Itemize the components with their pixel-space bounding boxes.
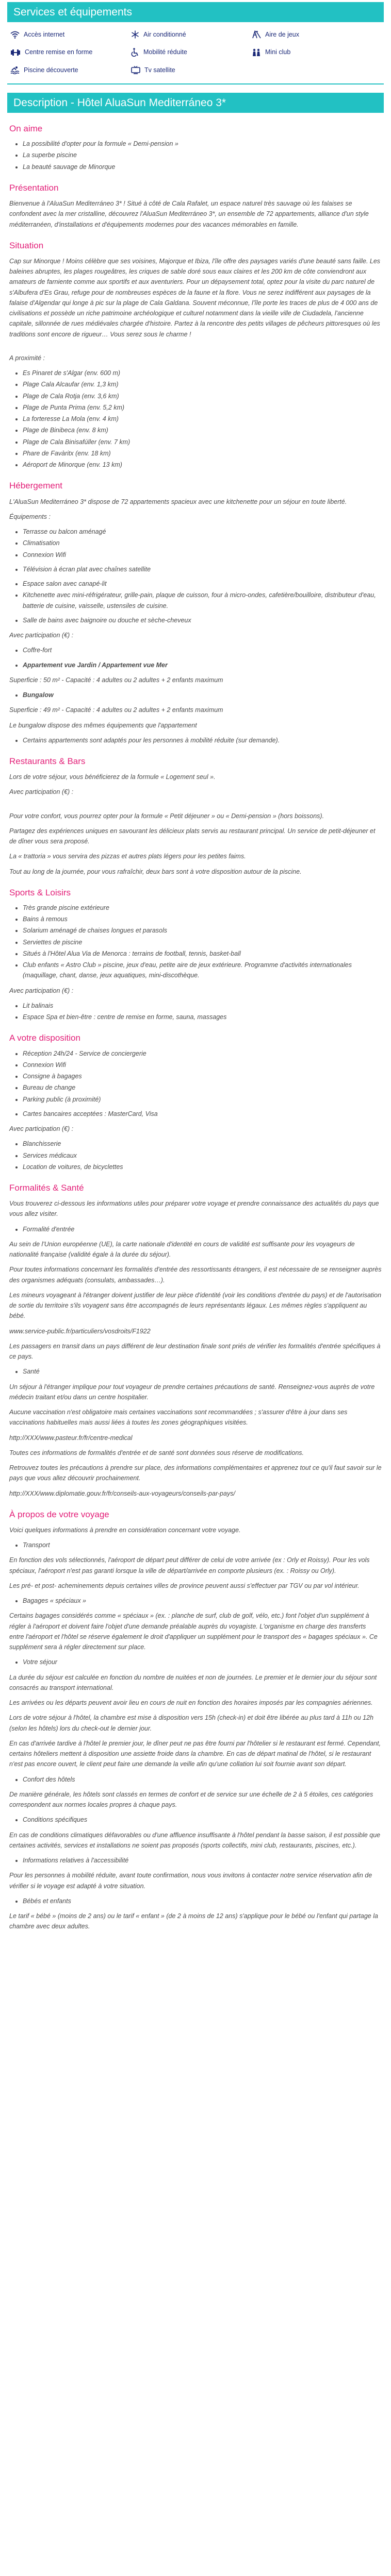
subheading: • Conditions spécifiques: [23, 1815, 382, 1825]
equipments-list: [23, 579, 382, 611]
option-list: [23, 1001, 382, 1023]
list-item: • Phare de Favàritx (env. 18 km): [23, 448, 382, 459]
room-type-desc: Le bungalow dispose des mêmes équipements que l'appartement: [9, 721, 197, 729]
formalites-text: Un séjour à l'étranger implique pour tout voyageur de prendre certaines précautions de santé. Renseignez-vous auprès de votre médecin traitant et/ou dans un centre hospitalier.: [9, 1383, 375, 1401]
list-item: • Climatisation: [23, 538, 382, 548]
subheading: • Santé: [23, 1366, 382, 1377]
apropos-text: La durée du séjour est calculée en fonction du nombre de nuitées et non de journées. Le premier et le dernier jour du séjour sont consacrés au transport international.: [9, 1673, 377, 1691]
subheading: • Bébés et enfants: [23, 1896, 382, 1906]
sports-heading: Sports & Loisirs: [9, 887, 71, 897]
list-item: • Services médicaux: [23, 1150, 382, 1161]
disposition-heading: A votre disposition: [9, 1033, 80, 1043]
subheading: • Informations relatives à l'accessibilité: [23, 1855, 382, 1866]
services-section-title: Services et équipements: [7, 2, 384, 22]
formalites-link[interactable]: www.service-public.fr/particuliers/vosdroits/F1922: [9, 1327, 151, 1335]
list-item: • Espace Spa et bien-être : centre de remise en forme, sauna, massages: [23, 1012, 382, 1022]
situation-text: Cap sur Minorque ! Moins célèbre que ses voisines, Majorque et Ibiza, l'île offre des paysages variés d'une beauté sans faille. Les baleines abruptes, les plages rougeâtres, les criques de sable doré sous eaux claires et les 200 km de côte conviendront aux amateurs de farniente comme aux sportifs et aux aventuriers. Pour un dépaysement total, optez pour la visite du parc naturel de s'Albufera d'Es Grau, refuge pour de nombreuses espèces de la faune et la flore. Vous ne serez indifférent aux paysages de la falaise d'Algendar qui longe à pic sur la plage de Cala Galdana. Souvent méconnue, l'île porte les traces de plus de 4 000 ans de civilisations et possède un riche patrimoine archéologique et culturel notamment dans la vieille ville de Ciudadela, l'ancienne capitale, sillonnée de rues médiévales chargée d'histoire. Partez à la rencontre des petits villages de pêcheurs pittoresques où les traditions sont encore de rigueur… Vous serez sous le charme !: [9, 257, 381, 338]
formalites-text: Les passagers en transit dans un pays différent de leur destination finale sont priés de vérifier les formalités d'entrée spécifiques à ce pays.: [9, 1342, 381, 1361]
feature-playground: [252, 29, 372, 40]
option-label: Avec participation (€) :: [9, 632, 74, 639]
subheading-list: [23, 1896, 382, 1906]
formalites-text: Au sein de l'Union européenne (UE), la carte nationale d'identité en cours de validité est suffisante pour les voyageurs de nationalité française (validité égale à la durée du séjour).: [9, 1240, 355, 1259]
list-item: • La beauté sauvage de Minorque: [23, 162, 382, 172]
feature-label: Mobilité réduite: [143, 48, 187, 56]
section-divider: [7, 83, 384, 84]
list-item: • Télévision à écran plat avec chaînes satellite: [23, 564, 382, 574]
apropos-text: Lors de votre séjour à l'hôtel, la chambre est mise à disposition vers 15h (check-in) et doit être libérée au plus tard à 11h ou 12h (selon les hôtels) lors du check-out le dernier jour.: [9, 1714, 374, 1732]
list-item: • Situés à l'Hôtel Alua Via de Menorca : terrains de football, tennis, basket-ball: [23, 948, 382, 959]
feature-mobility: [131, 47, 252, 57]
features-grid: [7, 22, 384, 82]
list-item: • Bains à remous: [23, 914, 382, 924]
feature-pool: [10, 65, 131, 75]
list-item: • Lit balinais: [23, 1001, 382, 1011]
feature-label: Mini club: [265, 48, 291, 56]
playground-icon: [252, 30, 261, 39]
list-item: • Espace salon avec canapé-lit: [23, 579, 382, 589]
apropos-text: De manière générale, les hôtels sont classés en termes de confort et de service sur une échelle de 2 à 5 étoiles, ces catégories correspondent aux normes locales propres à chaque pays.: [9, 1790, 373, 1809]
list-item: • La forteresse La Mola (env. 4 km): [23, 414, 382, 424]
on-aime-list: [23, 139, 382, 172]
feature-aircon: [131, 29, 252, 40]
subheading: • Confort des hôtels: [23, 1774, 382, 1785]
subheading: • Bagages « spéciaux »: [23, 1596, 382, 1606]
formalites-link[interactable]: http://XXX/www.pasteur.fr/fr/centre-medical: [9, 1434, 133, 1442]
feature-label: Air conditionné: [143, 31, 186, 39]
feature-tv: [131, 65, 252, 75]
option-label: Avec participation (€) :: [9, 1125, 74, 1133]
wifi-icon: [10, 30, 20, 39]
feature-label: Aire de jeux: [265, 31, 300, 39]
restaurants-text: Tout au long de la journée, pour vous rafraîchir, deux bars sont à votre disposition autour de la piscine.: [9, 868, 302, 875]
list-item: • Bureau de change: [23, 1082, 382, 1093]
list-item: • Plage Cala Alcaufar (env. 1,3 km): [23, 379, 382, 389]
subheading-list: [23, 1774, 382, 1785]
list-item: • Plage de Binibeca (env. 8 km): [23, 425, 382, 435]
proximity-list: [23, 368, 382, 470]
list-item: • Plage de Punta Prima (env. 5,2 km): [23, 402, 382, 413]
restaurants-text: Pour votre confort, vous pourrez opter pour la formule « Petit déjeuner » ou « Demi-pension » (hors boissons).: [9, 812, 324, 820]
restaurants-text: Lors de votre séjour, vous bénéficierez de la formule « Logement seul ».: [9, 773, 216, 781]
wheelchair-icon: [131, 48, 139, 57]
feature-label: Piscine découverte: [24, 66, 78, 74]
list-item: • La superbe piscine: [23, 150, 382, 160]
list-item: • Réception 24h/24 - Service de conciergerie: [23, 1048, 382, 1059]
tv-icon: [131, 66, 140, 74]
room-type-list: [23, 660, 382, 670]
room-type-info: Superficie : 49 m² - Capacité : 4 adultes ou 2 adultes + 2 enfants maximum: [9, 706, 223, 714]
sports-list: [23, 903, 382, 981]
list-item: • Cartes bancaires acceptées : MasterCard, Visa: [23, 1109, 382, 1119]
kids-icon: [252, 48, 261, 57]
apropos-text: En cas de conditions climatiques défavorables ou d'une affluence insuffisante à l'hôtel pendant la basse saison, il est possible que certaines activités, services et installations ne soient pas proposés (sports collectifs, mini club, restaurants, piscines, etc.).: [9, 1831, 381, 1849]
list-item: • Parking public (à proximité): [23, 1094, 382, 1105]
subheading: • Transport: [23, 1540, 382, 1550]
formalites-text: Toutes ces informations de formalités d'entrée et de santé sont données sous réserve de modifications.: [9, 1449, 304, 1456]
restaurants-text: La « trattoria » vous servira des pizzas et autres plats légers pour les petites faims.: [9, 853, 246, 860]
on-aime-heading: On aime: [9, 124, 43, 134]
hebergement-intro: L'AluaSun Mediterráneo 3* dispose de 72 appartements spacieux avec une kitchenette pour un séjour en toute liberté.: [9, 498, 347, 505]
list-item: • Location de voitures, de bicyclettes: [23, 1162, 382, 1172]
subheading: • Votre séjour: [23, 1657, 382, 1667]
room-type-title: • Bungalow: [23, 690, 382, 700]
feature-miniclub: [252, 47, 372, 57]
list-item: • Consigne à bagages: [23, 1071, 382, 1081]
formalites-text: Aucune vaccination n'est obligatoire mais certaines vaccinations sont recommandées ; s'assurer d'être à jour dans ses vaccinations habituelles mais aussi liées à toutes les zones géographiques visitées.: [9, 1409, 348, 1427]
apropos-text: En fonction des vols sélectionnés, l'aéroport de départ peut différer de celui de votre arrivée (ex : Orly et Roissy). Pour les vols spéciaux, l'aéroport n'est pas garanti lorsque la ville de départ/arrivée en comporte plusieurs (ex. : Roissy ou Orly).: [9, 1556, 370, 1574]
feature-label: Centre remise en forme: [25, 48, 93, 56]
subheading-list: [23, 1366, 382, 1377]
list-item: • Plage de Cala Binisafúller (env. 7 km): [23, 437, 382, 447]
presentation-text: Bienvenue à l'AluaSun Mediterráneo 3* ! Situé à côté de Cala Rafalet, un espace naturel très sauvage où les falaises se confondent avec la mer cristalline, découvrez l'AluaSun Mediterráneo 3*, un ensemble de 72 appartements, alliance d'un style méditerranéen, d'installations et d'équipements modernes pour des vacances mémorables en famille.: [9, 200, 369, 228]
disposition-list: [23, 1048, 382, 1105]
note-list: [23, 735, 382, 745]
list-item: • Connexion Wifi: [23, 550, 382, 560]
subheading-list: [23, 1855, 382, 1866]
snowflake-icon: [131, 30, 139, 39]
hebergement-heading: Hébergement: [9, 481, 63, 491]
cards-list: [23, 1109, 382, 1119]
formalites-text: Pour toutes informations concernant les formalités d'entrée des ressortissants étrangers, il est nécessaire de se renseigner auprès des organismes adéquats (consulats, ambassades…).: [9, 1266, 382, 1284]
list-item: • Très grande piscine extérieure: [23, 903, 382, 913]
room-type-info: Superficie : 50 m² - Capacité : 4 adultes ou 2 adultes + 2 enfants maximum: [9, 676, 223, 684]
formalites-text: Les mineurs voyageant à l'étranger doivent justifier de leur pièce d'identité (voir les conditions d'entrée du pays) et de l'autorisation de sortie du territoire s'ils voyagent sans être accompagnés de leurs représentants légaux. Les mêmes règles s'appliquent au bébé.: [9, 1291, 382, 1320]
apropos-text: Les pré- et post- acheminements depuis certaines villes de province peuvent aussi s'effectuer par TGV ou par vol intérieur.: [9, 1582, 360, 1589]
list-item: • Connexion Wifi: [23, 1060, 382, 1070]
apropos-text: Pour les personnes à mobilité réduite, avant toute confirmation, nous vous invitons à contacter notre service réservation afin de vérifier si le voyage est adapté à votre situation.: [9, 1872, 372, 1890]
subheading-list: [23, 1596, 382, 1606]
list-item: • Certains appartements sont adaptés pour les personnes à mobilité réduite (sur demande).: [23, 735, 382, 745]
feature-label: Accès internet: [24, 31, 65, 39]
subheading-list: [23, 1815, 382, 1825]
description-section-title: Description - Hôtel AluaSun Mediterráneo 3*: [7, 93, 384, 113]
apropos-text: Les arrivées ou les départs peuvent avoir lieu en cours de nuit en fonction des horaires imposés par les compagnies aériennes.: [9, 1699, 373, 1707]
formalites-text: Retrouvez toutes les précautions à prendre sur place, des informations complémentaires et apprenez tout ce qu'il faut savoir sur le pays que vous allez découvrir prochainement.: [9, 1464, 382, 1482]
list-item: • Club enfants « Astro Club » piscine, jeux d'eau, petite aire de jeux extérieure. Programme d'activités internationales (maquillage, chant, danse, jeux aquatiques, mini-discothèque.: [23, 960, 382, 981]
equipments-list: [23, 564, 382, 574]
presentation-heading: Présentation: [9, 182, 59, 193]
subheading: • Formalité d'entrée: [23, 1224, 382, 1234]
list-item: • Kitchenette avec mini-réfrigérateur, grille-pain, plaque de cuisson, four à micro-ondes, cafetière/bouilloire, distributeur d'eau, batterie de cuisine, vaisselle, ustensiles de cuisine.: [23, 590, 382, 611]
formalites-link[interactable]: http://XXX/www.diplomatie.gouv.fr/fr/conseils-aux-voyageurs/conseils-par-pays/: [9, 1489, 235, 1497]
option-label: Avec participation (€) :: [9, 788, 74, 796]
equipments-label: Équipements :: [9, 513, 51, 520]
equipments-list: [23, 527, 382, 560]
list-item: • Aéroport de Minorque (env. 13 km): [23, 460, 382, 470]
list-item: • Terrasse ou balcon aménagé: [23, 527, 382, 537]
proximity-label: A proximité :: [9, 354, 45, 362]
apropos-text: Certains bagages considérés comme « spéciaux » (ex. : planche de surf, club de golf, vélo, etc.) font l'objet d'un supplément à régler à l'aéroport et doivent faire l'objet d'une demande préalable auprès du voyagiste. L'organisme en charge des transferts entre l'aéroport et l'hôtel se réserve également le droit d'appliquer un supplément pour le transport des « bagages spéciaux ». Ce supplément sera à régler directement sur place.: [9, 1612, 378, 1651]
apropos-heading: À propos de votre voyage: [9, 1509, 109, 1519]
description-content: [7, 123, 384, 1932]
formalites-heading: Formalités & Santé: [9, 1183, 84, 1193]
list-item: • La possibilité d'opter pour la formule « Demi-pension »: [23, 139, 382, 149]
list-item: • Blanchisserie: [23, 1139, 382, 1149]
feature-internet: [10, 29, 131, 40]
formalites-intro: Vous trouverez ci-dessous les informations utiles pour préparer votre voyage et prendre connaissance des actualités du pays que vous allez visiter.: [9, 1200, 379, 1218]
list-item: • Plage de Cala Rotja (env. 3,6 km): [23, 391, 382, 401]
apropos-intro: Voici quelques informations à prendre en considération concernant votre voyage.: [9, 1526, 241, 1534]
list-item: • Es Pinaret de s'Algar (env. 600 m): [23, 368, 382, 378]
apropos-text: En cas d'arrivée tardive à l'hôtel le premier jour, le dîner peut ne pas être fourni par l'hôtelier si le restaurant est fermé. Cependant, certains hôteliers mettent à disposition une assiette froide dans la chambre. En cas de départ matinal de l'hôtel, si le restaurant n'est pas encore ouvert, le client peut faire une demande la veille afin qu'une collation lui soit fournie avant son départ.: [9, 1739, 381, 1768]
option-list: [23, 645, 382, 655]
subheading-list: [23, 1224, 382, 1234]
equipments-list: [23, 615, 382, 625]
restaurants-text: Partagez des expériences uniques en savourant les délicieux plats servis au restaurant principal. Un service de petit-déjeuner et de dîner vous sera proposé.: [9, 827, 376, 845]
list-item: • Coffre-fort: [23, 645, 382, 655]
pool-icon: [10, 66, 20, 74]
room-type-title: • Appartement vue Jardin / Appartement vue Mer: [23, 660, 382, 670]
subheading-list: [23, 1657, 382, 1667]
option-label: Avec participation (€) :: [9, 987, 74, 994]
feature-label: Tv satellite: [144, 66, 175, 74]
feature-fitness: [10, 47, 131, 57]
option-list: [23, 1139, 382, 1172]
restaurants-heading: Restaurants & Bars: [9, 756, 86, 766]
situation-heading: Situation: [9, 240, 44, 250]
list-item: • Serviettes de piscine: [23, 937, 382, 947]
room-type-list: [23, 690, 382, 700]
list-item: • Solarium aménagé de chaises longues et parasols: [23, 925, 382, 936]
apropos-text: Le tarif « bébé » (moins de 2 ans) ou le tarif « enfant » (de 2 à moins de 12 ans) s'applique pour le bébé ou l'enfant qui partage la chambre avec deux adultes.: [9, 1912, 378, 1930]
subheading-list: [23, 1540, 382, 1550]
list-item: • Salle de bains avec baignoire ou douche et sèche-cheveux: [23, 615, 382, 625]
dumbbell-icon: [10, 49, 21, 56]
